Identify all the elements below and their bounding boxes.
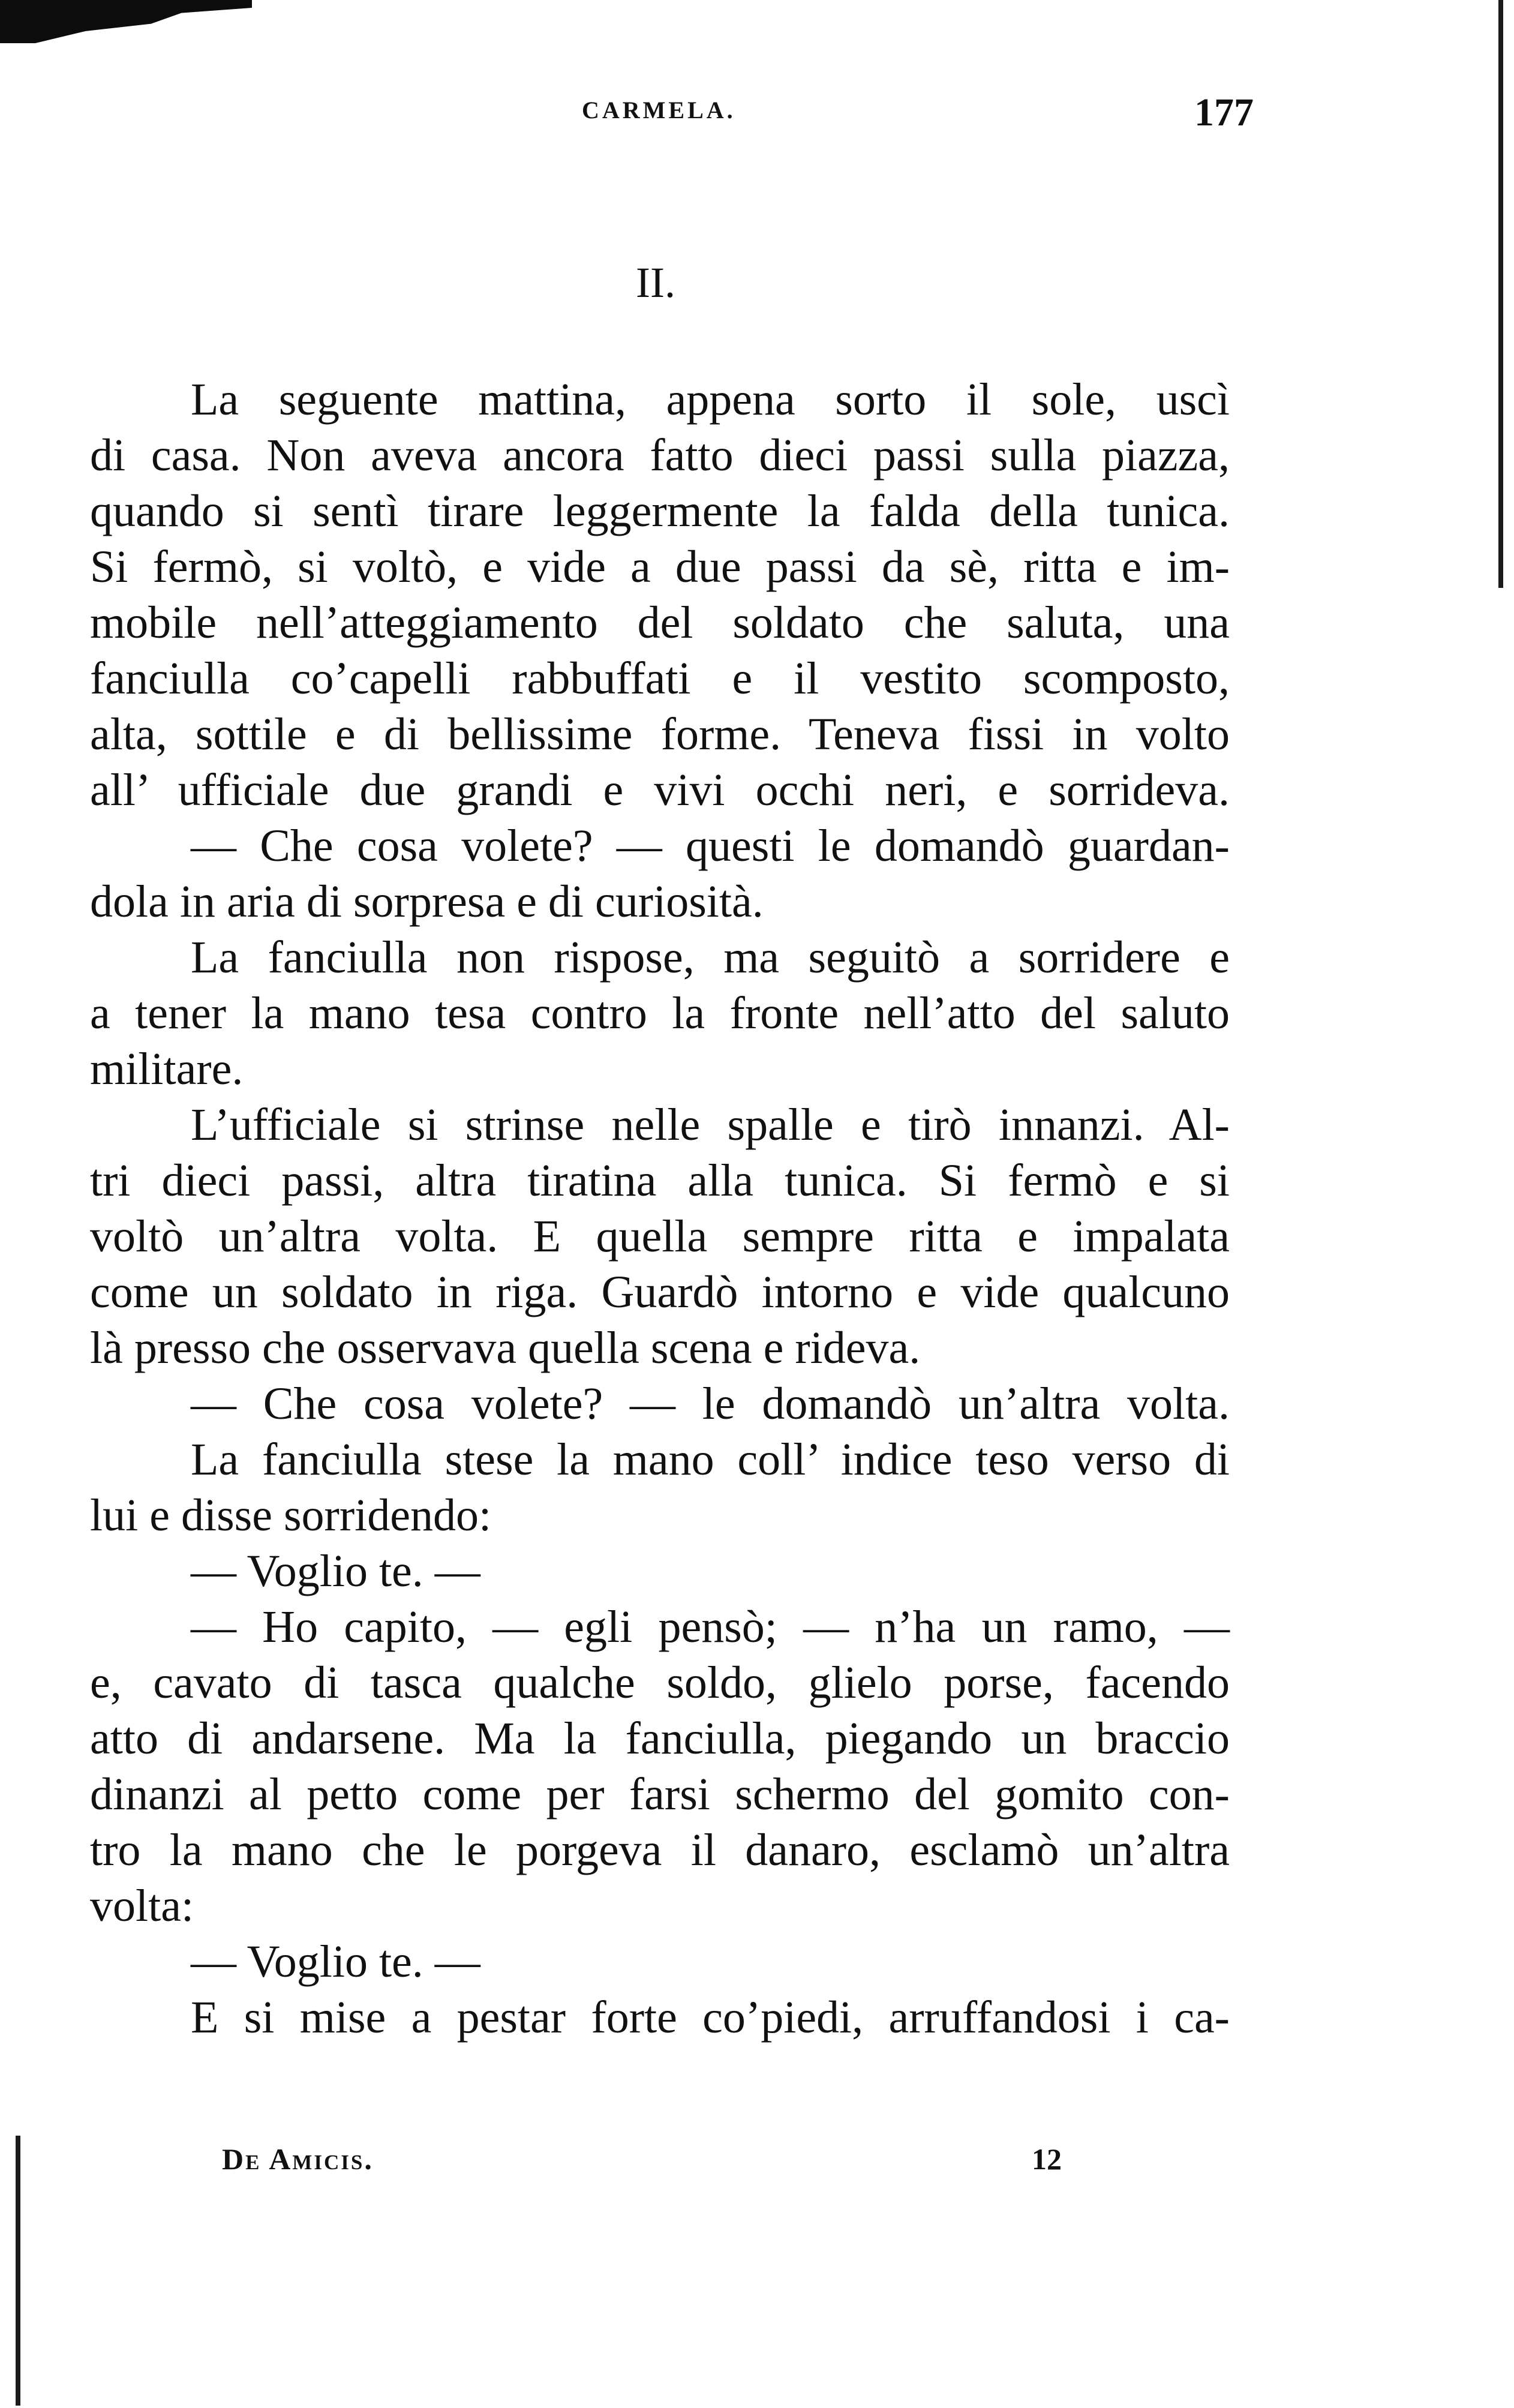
text-line: tro la mano che le porgeva il danaro, esclamò un’altra [90, 1825, 1230, 1875]
text-line: a tener la mano tesa contro la fronte nell’atto del saluto [90, 988, 1230, 1038]
scan-shadow-top-left [0, 0, 252, 43]
scan-edge-right [1498, 0, 1503, 588]
text-line: E si mise a pestar forte co’piedi, arruffandosi i ca- [191, 1992, 1230, 2043]
signature-mark: 12 [1032, 2142, 1062, 2176]
signature: De Amicis. [222, 2142, 374, 2176]
text-line: La fanciulla stese la mano coll’ indice teso verso di [191, 1434, 1230, 1485]
text-line: La seguente mattina, appena sorto il sole, uscì [191, 374, 1230, 425]
text-line: dinanzi al petto come per farsi schermo del gomito con- [90, 1769, 1230, 1819]
text-line: — Che cosa volete? — questi le domandò guardan- [191, 821, 1230, 871]
text-line: e, cavato di tasca qualche soldo, glielo porse, facendo [90, 1658, 1230, 1708]
text-line: là presso che osservava quella scena e rideva. [90, 1323, 921, 1373]
text-line: quando si sentì tirare leggermente la falda della tunica. [90, 486, 1230, 536]
text-line: tri dieci passi, altra tiratina alla tunica. Si fermò e si [90, 1155, 1230, 1206]
text-line: di casa. Non aveva ancora fatto dieci passi sulla piazza, [90, 430, 1230, 481]
text-line: volta: [90, 1881, 194, 1931]
scan-edge-left [16, 2136, 20, 2406]
text-line: dola in aria di sorpresa e di curiosità. [90, 876, 764, 927]
text-line: lui e disse sorridendo: [90, 1490, 492, 1541]
text-line: all’ ufficiale due grandi e vivi occhi neri, e sorrideva. [90, 765, 1230, 815]
text-line: — Che cosa volete? — le domandò un’altra volta. [191, 1379, 1230, 1429]
running-head [180, 91, 1254, 150]
text-line: come un soldato in riga. Guardò intorno e vide qualcuno [90, 1267, 1230, 1317]
running-title: CARMELA. [582, 97, 736, 124]
text-line: mobile nell’atteggiamento del soldato che saluta, una [90, 598, 1230, 648]
section-number: II. [636, 259, 675, 307]
text-line: L’ufficiale si strinse nelle spalle e tirò innanzi. Al- [191, 1100, 1230, 1150]
text-line: alta, sottile e di bellissime forme. Teneva fissi in volto [90, 709, 1230, 759]
body-text [90, 372, 1230, 2046]
text-line: voltò un’altra volta. E quella sempre ritta e impalata [90, 1211, 1230, 1262]
text-line: fanciulla co’capelli rabbuffati e il vestito scomposto, [90, 653, 1230, 704]
text-line: Si fermò, si voltò, e vide a due passi da sè, ritta e im- [90, 542, 1230, 592]
text-line: La fanciulla non rispose, ma seguitò a sorridere e [191, 932, 1230, 983]
page-number: 177 [1194, 91, 1254, 134]
text-line: — Voglio te. — [191, 1546, 480, 1596]
text-line: — Ho capito, — egli pensò; — n’ha un ramo, — [191, 1602, 1230, 1652]
page-footer [222, 2142, 1062, 2178]
text-line: — Voglio te. — [191, 1936, 480, 1987]
text-line: atto di andarsene. Ma la fanciulla, piegando un braccio [90, 1713, 1230, 1764]
text-line: militare. [90, 1044, 244, 1094]
